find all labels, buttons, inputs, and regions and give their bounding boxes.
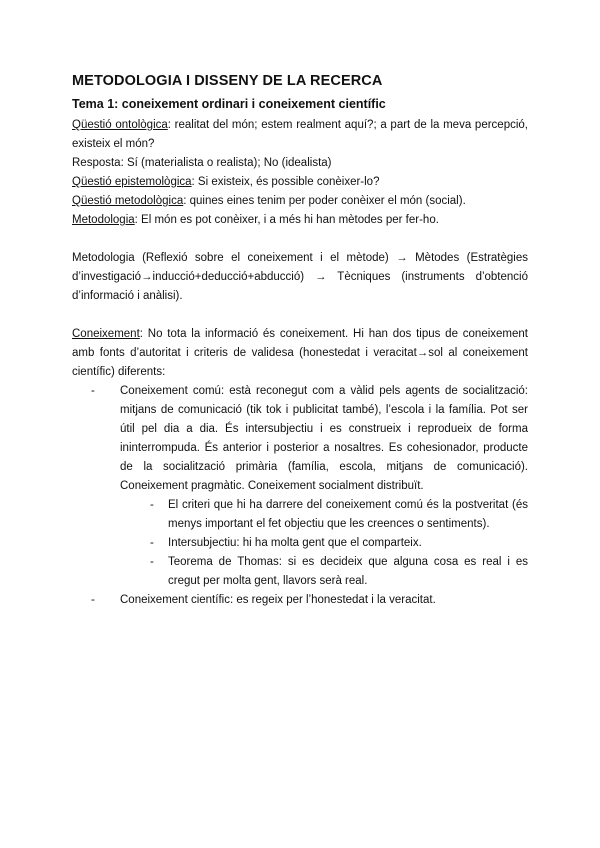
knowledge-paragraph bbox=[72, 325, 528, 382]
list-item: - Intersubjectiu: hi ha molta gent que el comparteix. bbox=[144, 534, 528, 553]
list-item: - Teorema de Thomas: si es decideix que alguna cosa es real i es cregut per molta gent, llavors serà real. bbox=[144, 553, 528, 591]
scientific-knowledge-text: Coneixement científic: es regeix per l’honestedat i la veracitat. bbox=[120, 594, 436, 606]
knowledge-text: : No tota la informació és coneixement. Hi han dos tipus de coneixement amb fonts d’autoritat i criteris de validesa (honestedat i veracitat→sol al coneixement científic) diferents: bbox=[72, 328, 528, 378]
common-knowledge-text: Coneixement comú: està reconegut com a vàlid pels agents de socialització: mitjans de comunicació (tik tok i publicitat també), l’escola i la família. Pot ser útil pel dia a dia. És intersubjectiu i es construeix i reprodueix de forma ininterrompuda. És anterior i posterior a nosaltres. Es cohesionador, producte de la socialització primària (família, escola, mitjans de comunicació). Coneixement pragmàtic. Coneixement socialment distribuït. bbox=[120, 385, 528, 492]
epistemological-question-label: Qüestió epistemològica bbox=[72, 176, 192, 188]
methodological-question bbox=[72, 192, 528, 211]
ontological-question-text: : realitat del món; estem realment aquí?; a part de la meva percepció, existeix el món? bbox=[72, 119, 528, 150]
list-item bbox=[72, 382, 528, 591]
knowledge-label: Coneixement bbox=[72, 328, 140, 340]
methodology-label: Metodologia bbox=[72, 214, 135, 226]
topic-heading: Tema 1: coneixement ordinari i coneixement científic bbox=[72, 97, 386, 111]
epistemological-question-text: : Si existeix, és possible conèixer-lo? bbox=[191, 176, 380, 188]
methodology-text: : El món es pot conèixer, i a més hi han mètodes per fer-ho. bbox=[134, 214, 439, 226]
list-item: - El criteri que hi ha darrere del coneixement comú és la postveritat (és menys important el fet objectiu que les creences o sentiments). bbox=[144, 496, 528, 534]
methodology-paragraph: Metodologia (Reflexió sobre el coneixement i el mètode) → Mètodes (Estratègies d’investigació→inducció+deducció+abducció) → Tècniques (instruments d’obtenció d’informació i anàlisi). bbox=[72, 252, 528, 302]
spacer bbox=[72, 306, 528, 325]
common-knowledge-sublist bbox=[120, 496, 528, 591]
ontological-question-label: Qüestió ontològica bbox=[72, 119, 168, 131]
document-title: METODOLOGIA I DISSENY DE LA RECERCA bbox=[72, 73, 383, 89]
epistemological-question bbox=[72, 173, 528, 192]
spacer bbox=[72, 230, 528, 249]
answer-line: Resposta: Sí (materialista o realista); No (idealista) bbox=[72, 157, 332, 169]
methodological-question-text: : quines eines tenim per poder conèixer el món (social). bbox=[183, 195, 466, 207]
list-item bbox=[72, 591, 528, 610]
methodological-question-label: Qüestió metodològica bbox=[72, 195, 184, 207]
methodology-line bbox=[72, 211, 528, 230]
ontological-question bbox=[72, 116, 528, 154]
knowledge-types-list bbox=[72, 382, 528, 610]
